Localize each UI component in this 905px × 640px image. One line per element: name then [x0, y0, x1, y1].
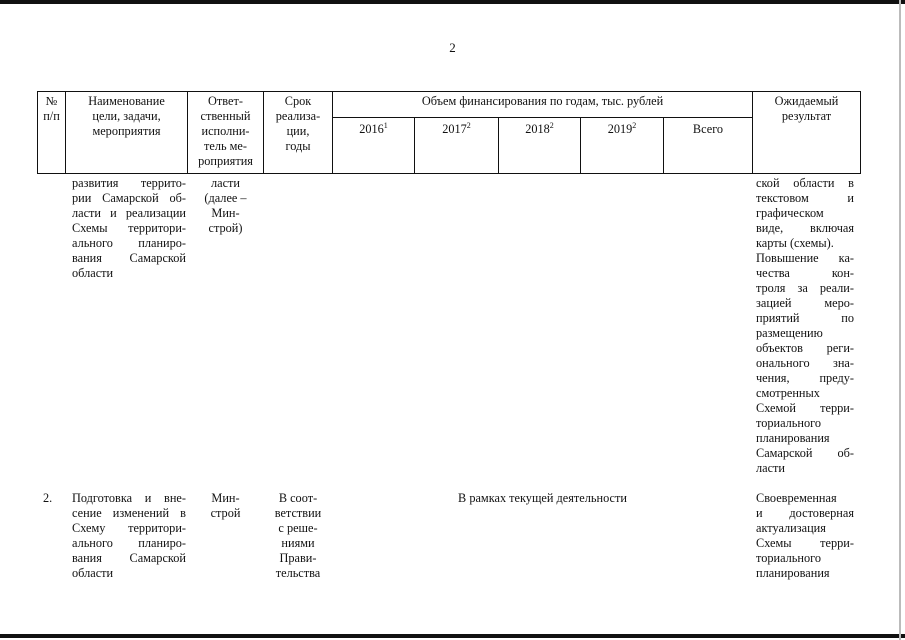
- row1-result: ской области в текстовом и графическом виде, включая карты (схемы). Повышение ка- чества кон- троля за реали- зацией меро- приятий по размещению объектов реги- онального зна- чения, преду- смотренных Схемой терри- ториального планирования Самарской об- ласти: [756, 176, 854, 475]
- header-year-2019: 2019$^2$: [607, 120, 637, 136]
- row2-funding-note: В рамках текущей деятельности: [458, 491, 627, 505]
- table-right-border: [860, 91, 861, 173]
- header-year-2017: 2017$^2$: [442, 120, 471, 136]
- row2-num: 2.: [43, 491, 53, 505]
- header-total: Всего: [692, 122, 724, 136]
- funding-table: [37, 91, 861, 636]
- header-bottom-border: [37, 173, 861, 174]
- header-funding: Объем финансирования по годам, тыс. рублей: [421, 94, 664, 108]
- page-right-edge: [899, 0, 901, 640]
- header-num: № п/п: [43, 94, 60, 123]
- header-responsible: Ответ- ственный исполни- тель ме- роприятия: [198, 94, 253, 168]
- row2-name: Подготовка и вне- сение изменений в Схему территори- ального планиро- вания Самарской области: [72, 491, 186, 580]
- header-name: Наименование цели, задачи, мероприятия: [88, 94, 165, 138]
- header-year-2016: 2016$^1$: [359, 120, 388, 136]
- page-top-border: [0, 0, 905, 4]
- row1-name: развития террито- рии Самарской об- ласти и реализации Схемы территори- ального планиро- вания Самарской области: [72, 176, 186, 280]
- row2-result: Своевременная и достоверная актуализация Схемы терри- ториального планирования: [756, 491, 854, 580]
- row2-responsible: Мин- строй: [210, 491, 241, 520]
- row2-term: В соот- ветствии с реше- ниями Прави- тельства: [274, 491, 322, 580]
- header-year-2018: 2018$^2$: [525, 120, 554, 136]
- header-result: Ожидаемый результат: [774, 94, 839, 123]
- header-term: Срок реализа- ции, годы: [275, 94, 321, 153]
- page-number: 2: [449, 40, 456, 55]
- row1-responsible: ласти (далее – Мин- строй): [204, 176, 247, 235]
- years-header-border: [332, 117, 752, 118]
- table-top-border: [37, 91, 861, 92]
